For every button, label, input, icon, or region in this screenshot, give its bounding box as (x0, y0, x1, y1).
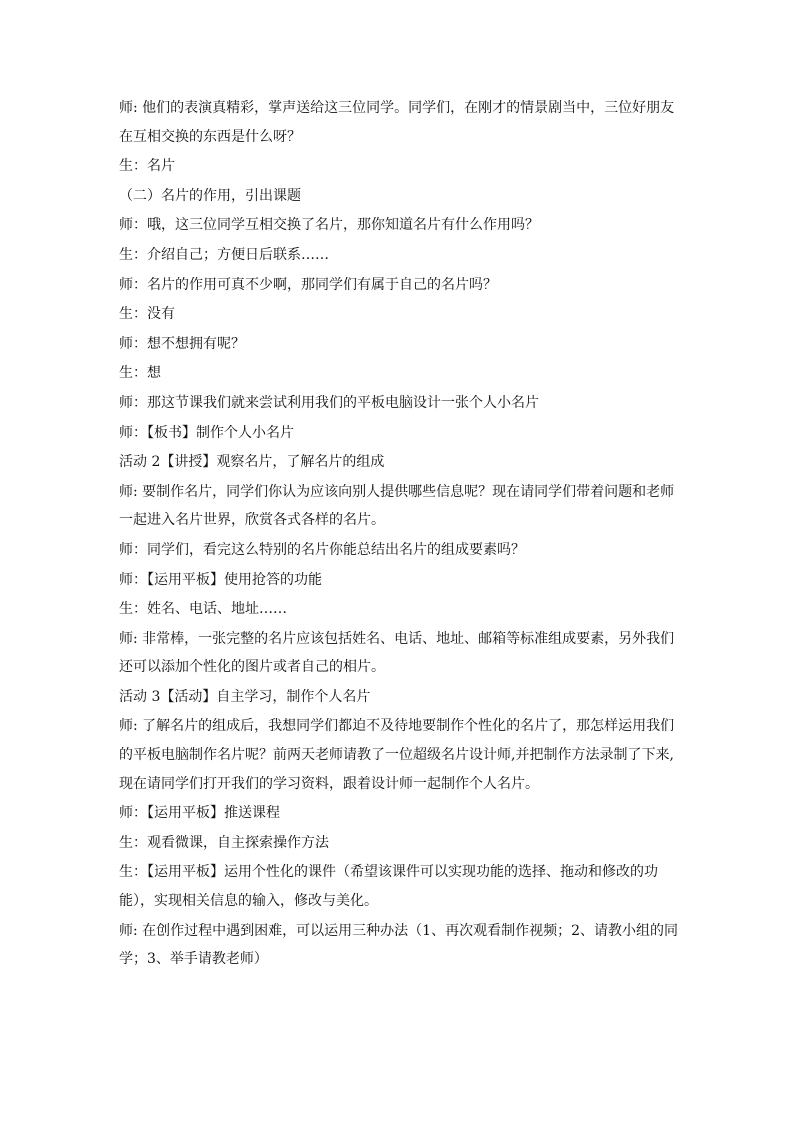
paragraph-line: 师：想不想拥有呢？ (119, 335, 245, 352)
paragraph-line: （二）名片的作用，引出课题 (119, 187, 301, 204)
paragraph-line: 师：【运用平板】使用抢答的功能 (119, 571, 322, 588)
paragraph-line: 师: 在创作过程中遇到困难，可以运用三种办法（1、再次观看制作视频；2、请教小组的同 (119, 922, 678, 939)
paragraph-continuation-line: 现在请同学们打开我们的学习资料，跟着设计师一起制作个人名片。 (119, 775, 539, 792)
paragraph-line: 师: 要制作名片，同学们你认为应该向别人提供哪些信息呢？现在请同学们带着问题和老师 (119, 483, 675, 500)
paragraph-continuation-line: 能），实现相关信息的输入，修改与美化。 (119, 893, 378, 910)
paragraph-line: 师：【运用平板】推送课程 (119, 805, 280, 822)
paragraph-continuation-line: 在互相交换的东西是什么呀？ (119, 128, 301, 145)
document-body (119, 98, 679, 979)
paragraph-continuation-line: 的平板电脑制作名片呢？前两天老师请教了一位超级名片设计师,并把制作方法录制了下来, (119, 747, 674, 764)
paragraph-line: 生：姓名、电话、地址…… (119, 601, 287, 618)
paragraph-line: 师：【板书】制作个人小名片 (119, 424, 294, 441)
paragraph-line: 生：名片 (119, 158, 175, 175)
paragraph-line: 活动 3【活动】自主学习，制作个人名片 (119, 688, 371, 705)
paragraph-line: 师: 了解名片的组成后，我想同学们都迫不及待地要制作个性化的名片了，那怎样运用我们 (119, 718, 675, 735)
paragraph-line: 生：【运用平板】运用个性化的课件（希望该课件可以实现功能的选择、拖动和修改的功 (119, 864, 658, 881)
paragraph-line: 师：同学们，看完这么特别的名片你能总结出名片的组成要素吗？ (119, 541, 525, 558)
paragraph-continuation-line: 还可以添加个性化的图片或者自己的相片。 (119, 659, 385, 676)
paragraph-line: 生：介绍自己；方便日后联系…… (119, 246, 329, 263)
paragraph-continuation-line: 一起进入名片世界，欣赏各式各样的名片。 (119, 512, 385, 529)
paragraph-line: 活动 2【讲授】观察名片，了解名片的组成 (119, 454, 385, 471)
paragraph-line: 师：哦，这三位同学互相交换了名片，那你知道名片有什么作用吗？ (119, 217, 539, 234)
paragraph-line: 师: 非常棒，一张完整的名片应该包括姓名、电话、地址、邮箱等标准组成要素，另外我们 (119, 630, 675, 647)
paragraph-line: 生：想 (119, 365, 161, 382)
paragraph-line: 生：没有 (119, 306, 175, 323)
paragraph-line: 师：那这节课我们就来尝试利用我们的平板电脑设计一张个人小名片 (119, 394, 539, 411)
paragraph-line: 师: 他们的表演真精彩，掌声送给这三位同学。同学们，在刚才的情景剧当中，三位好朋友 (119, 100, 675, 116)
paragraph-line: 生：观看微课，自主探索操作方法 (119, 834, 329, 851)
paragraph-continuation-line: 学；3、举手请教老师） (119, 951, 268, 968)
paragraph-line: 师：名片的作用可真不少啊，那同学们有属于自己的名片吗？ (119, 276, 497, 293)
